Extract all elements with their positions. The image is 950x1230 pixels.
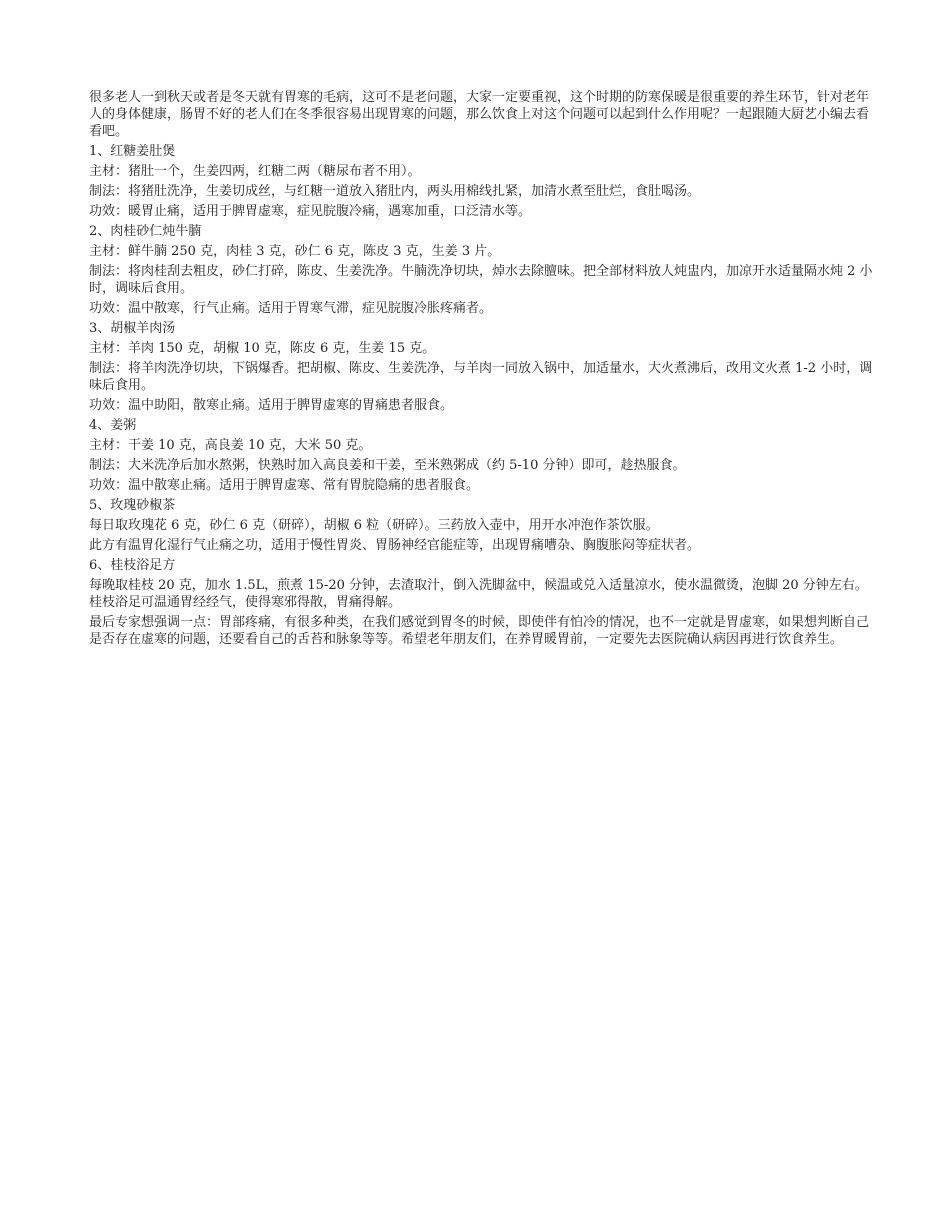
section-heading: 4、姜粥 xyxy=(89,418,137,433)
article-body xyxy=(89,89,875,651)
section-6 xyxy=(89,557,875,611)
recipe-line: 每晚取桂枝 20 克，加水 1.5L，煎煮 15-20 分钟，去渣取汁，倒入洗脚盆中，候温或兑入适量凉水，使水温微烫，泡脚 20 分钟左右。桂枝浴足可温通胃经经气，使得寒邪得散，胃痛得解。 xyxy=(89,578,868,610)
effect-line: 功效：温中助阳，散寒止痛。适用于脾胃虚寒的胃痛患者服食。 xyxy=(89,398,454,413)
effect-line: 功效：温中散寒，行气止痛。适用于胃寒气滞，症见脘腹冷胀疼痛者。 xyxy=(89,301,493,316)
section-1 xyxy=(89,143,875,220)
section-heading: 3、胡椒羊肉汤 xyxy=(89,321,176,336)
effect-line: 此方有温胃化湿行气止痛之功，适用于慢性胃炎、胃肠神经官能症等，出现胃痛嘈杂、胸腹胀闷等症状者。 xyxy=(89,538,701,553)
effect-line: 功效：温中散寒止痛。适用于脾胃虚寒、常有胃脘隐痛的患者服食。 xyxy=(89,478,480,493)
section-3 xyxy=(89,320,875,414)
ingredients-line: 主材：猪肚一个，生姜四两，红糖二两（糖尿布者不用）。 xyxy=(89,164,421,179)
method-line: 制法：将猪肚洗净，生姜切成丝，与红糖一道放入猪肚内，两头用棉线扎紧，加清水煮至肚烂，食肚喝汤。 xyxy=(89,184,701,199)
ingredients-line: 主材：干姜 10 克，高良姜 10 克，大米 50 克。 xyxy=(89,438,372,453)
section-heading: 5、玫瑰砂椒茶 xyxy=(89,498,176,513)
effect-line: 功效：暖胃止痛，适用于脾胃虚寒，症见脘腹冷痛，遇寒加重，口泛清水等。 xyxy=(89,204,532,219)
section-heading: 2、肉桂砂仁炖牛腩 xyxy=(89,224,202,239)
section-2 xyxy=(89,223,875,317)
intro-paragraph: 很多老人一到秋天或者是冬天就有胃寒的毛病，这可不是老问题，大家一定要重视，这个时期的防寒保暖是很重要的养生环节，针对老年人的身体健康，肠胃不好的老人们在冬季很容易出现胃寒的问题，那么饮食上对这个问题可以起到什么作用呢？一起跟随大厨艺小编去看看吧。 xyxy=(89,90,870,139)
section-4 xyxy=(89,417,875,494)
method-line: 制法：将肉桂刮去粗皮，砂仁打碎，陈皮、生姜洗净。牛腩洗净切块，焯水去除膻味。把全部材料放人炖盅内，加凉开水适量隔水炖 2 小时，调味后食用。 xyxy=(89,264,873,296)
section-heading: 6、桂枝浴足方 xyxy=(89,558,176,573)
section-heading: 1、红糖姜肚煲 xyxy=(89,144,176,159)
method-line: 制法：大米洗净后加水熬粥，快熟时加入高良姜和干姜，至米熟粥成（约 5-10 分钟）即可，趁热服食。 xyxy=(89,458,686,473)
conclusion-paragraph: 最后专家想强调一点：胃部疼痛，有很多种类，在我们感觉到胃冬的时候，即使伴有怕冷的情况，也不一定就是胃虚寒，如果想判断自己是否存在虚寒的问题，还要看自己的舌苔和脉象等等。希望老年朋友们，在养胃暖胃前，一定要先去医院确认病因再进行饮食养生。 xyxy=(89,615,870,647)
recipe-line: 每日取玫瑰花 6 克，砂仁 6 克（研碎），胡椒 6 粒（研碎）。三药放入壶中，用开水冲泡作茶饮服。 xyxy=(89,518,659,533)
section-5 xyxy=(89,497,875,554)
ingredients-line: 主材：羊肉 150 克，胡椒 10 克，陈皮 6 克，生姜 15 克。 xyxy=(89,341,436,356)
method-line: 制法：将羊肉洗净切块，下锅爆香。把胡椒、陈皮、生姜洗净，与羊肉一同放入锅中，加适量水，大火煮沸后，改用文火煮 1-2 小时，调味后食用。 xyxy=(89,361,873,393)
ingredients-line: 主材：鲜牛腩 250 克，肉桂 3 克，砂仁 6 克，陈皮 3 克，生姜 3 片。 xyxy=(89,244,501,259)
